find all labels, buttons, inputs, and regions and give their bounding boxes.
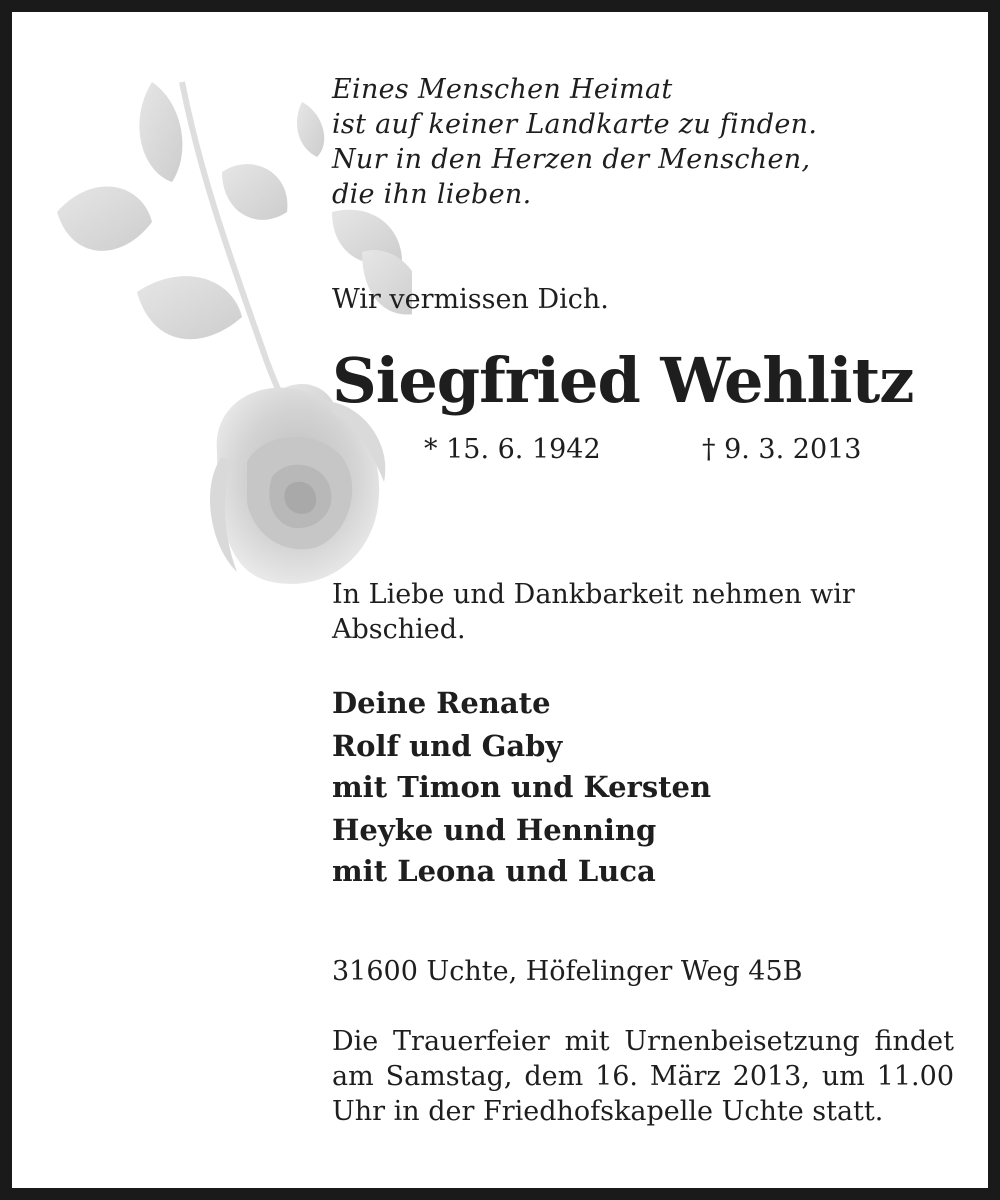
- family-line: Rolf und Gaby: [332, 729, 563, 763]
- family-list: [332, 682, 957, 893]
- address: 31600 Uchte, Höfelinger Weg 45B: [332, 956, 803, 987]
- quote-line: Eines Menschen Heimat: [332, 74, 673, 105]
- life-dates: [12, 432, 1000, 472]
- quote-line: die ihn lieben.: [332, 179, 532, 210]
- quote-line: ist auf keiner Landkarte zu finden.: [332, 109, 818, 140]
- miss-text: Wir vermissen Dich.: [332, 284, 609, 315]
- memorial-quote: [332, 72, 957, 212]
- birth-date: * 15. 6. 1942: [424, 434, 601, 465]
- ceremony-info: Die Trauerfeier mit Urnenbeisetzung findet am Samstag, dem 16. März 2013, um 11.00 Uhr in der Friedhofskapelle Uchte statt.: [332, 1026, 954, 1127]
- family-line: Deine Renate: [332, 686, 551, 720]
- deceased-name: Siegfried Wehlitz: [332, 344, 914, 417]
- family-line: Heyke und Henning: [332, 813, 657, 847]
- family-line: mit Timon und Kersten: [332, 770, 712, 804]
- farewell-text: In Liebe und Dankbarkeit nehmen wir Abschied.: [332, 579, 855, 645]
- quote-line: Nur in den Herzen der Menschen,: [332, 144, 811, 175]
- family-line: mit Leona und Luca: [332, 854, 656, 888]
- death-date: † 9. 3. 2013: [702, 434, 862, 465]
